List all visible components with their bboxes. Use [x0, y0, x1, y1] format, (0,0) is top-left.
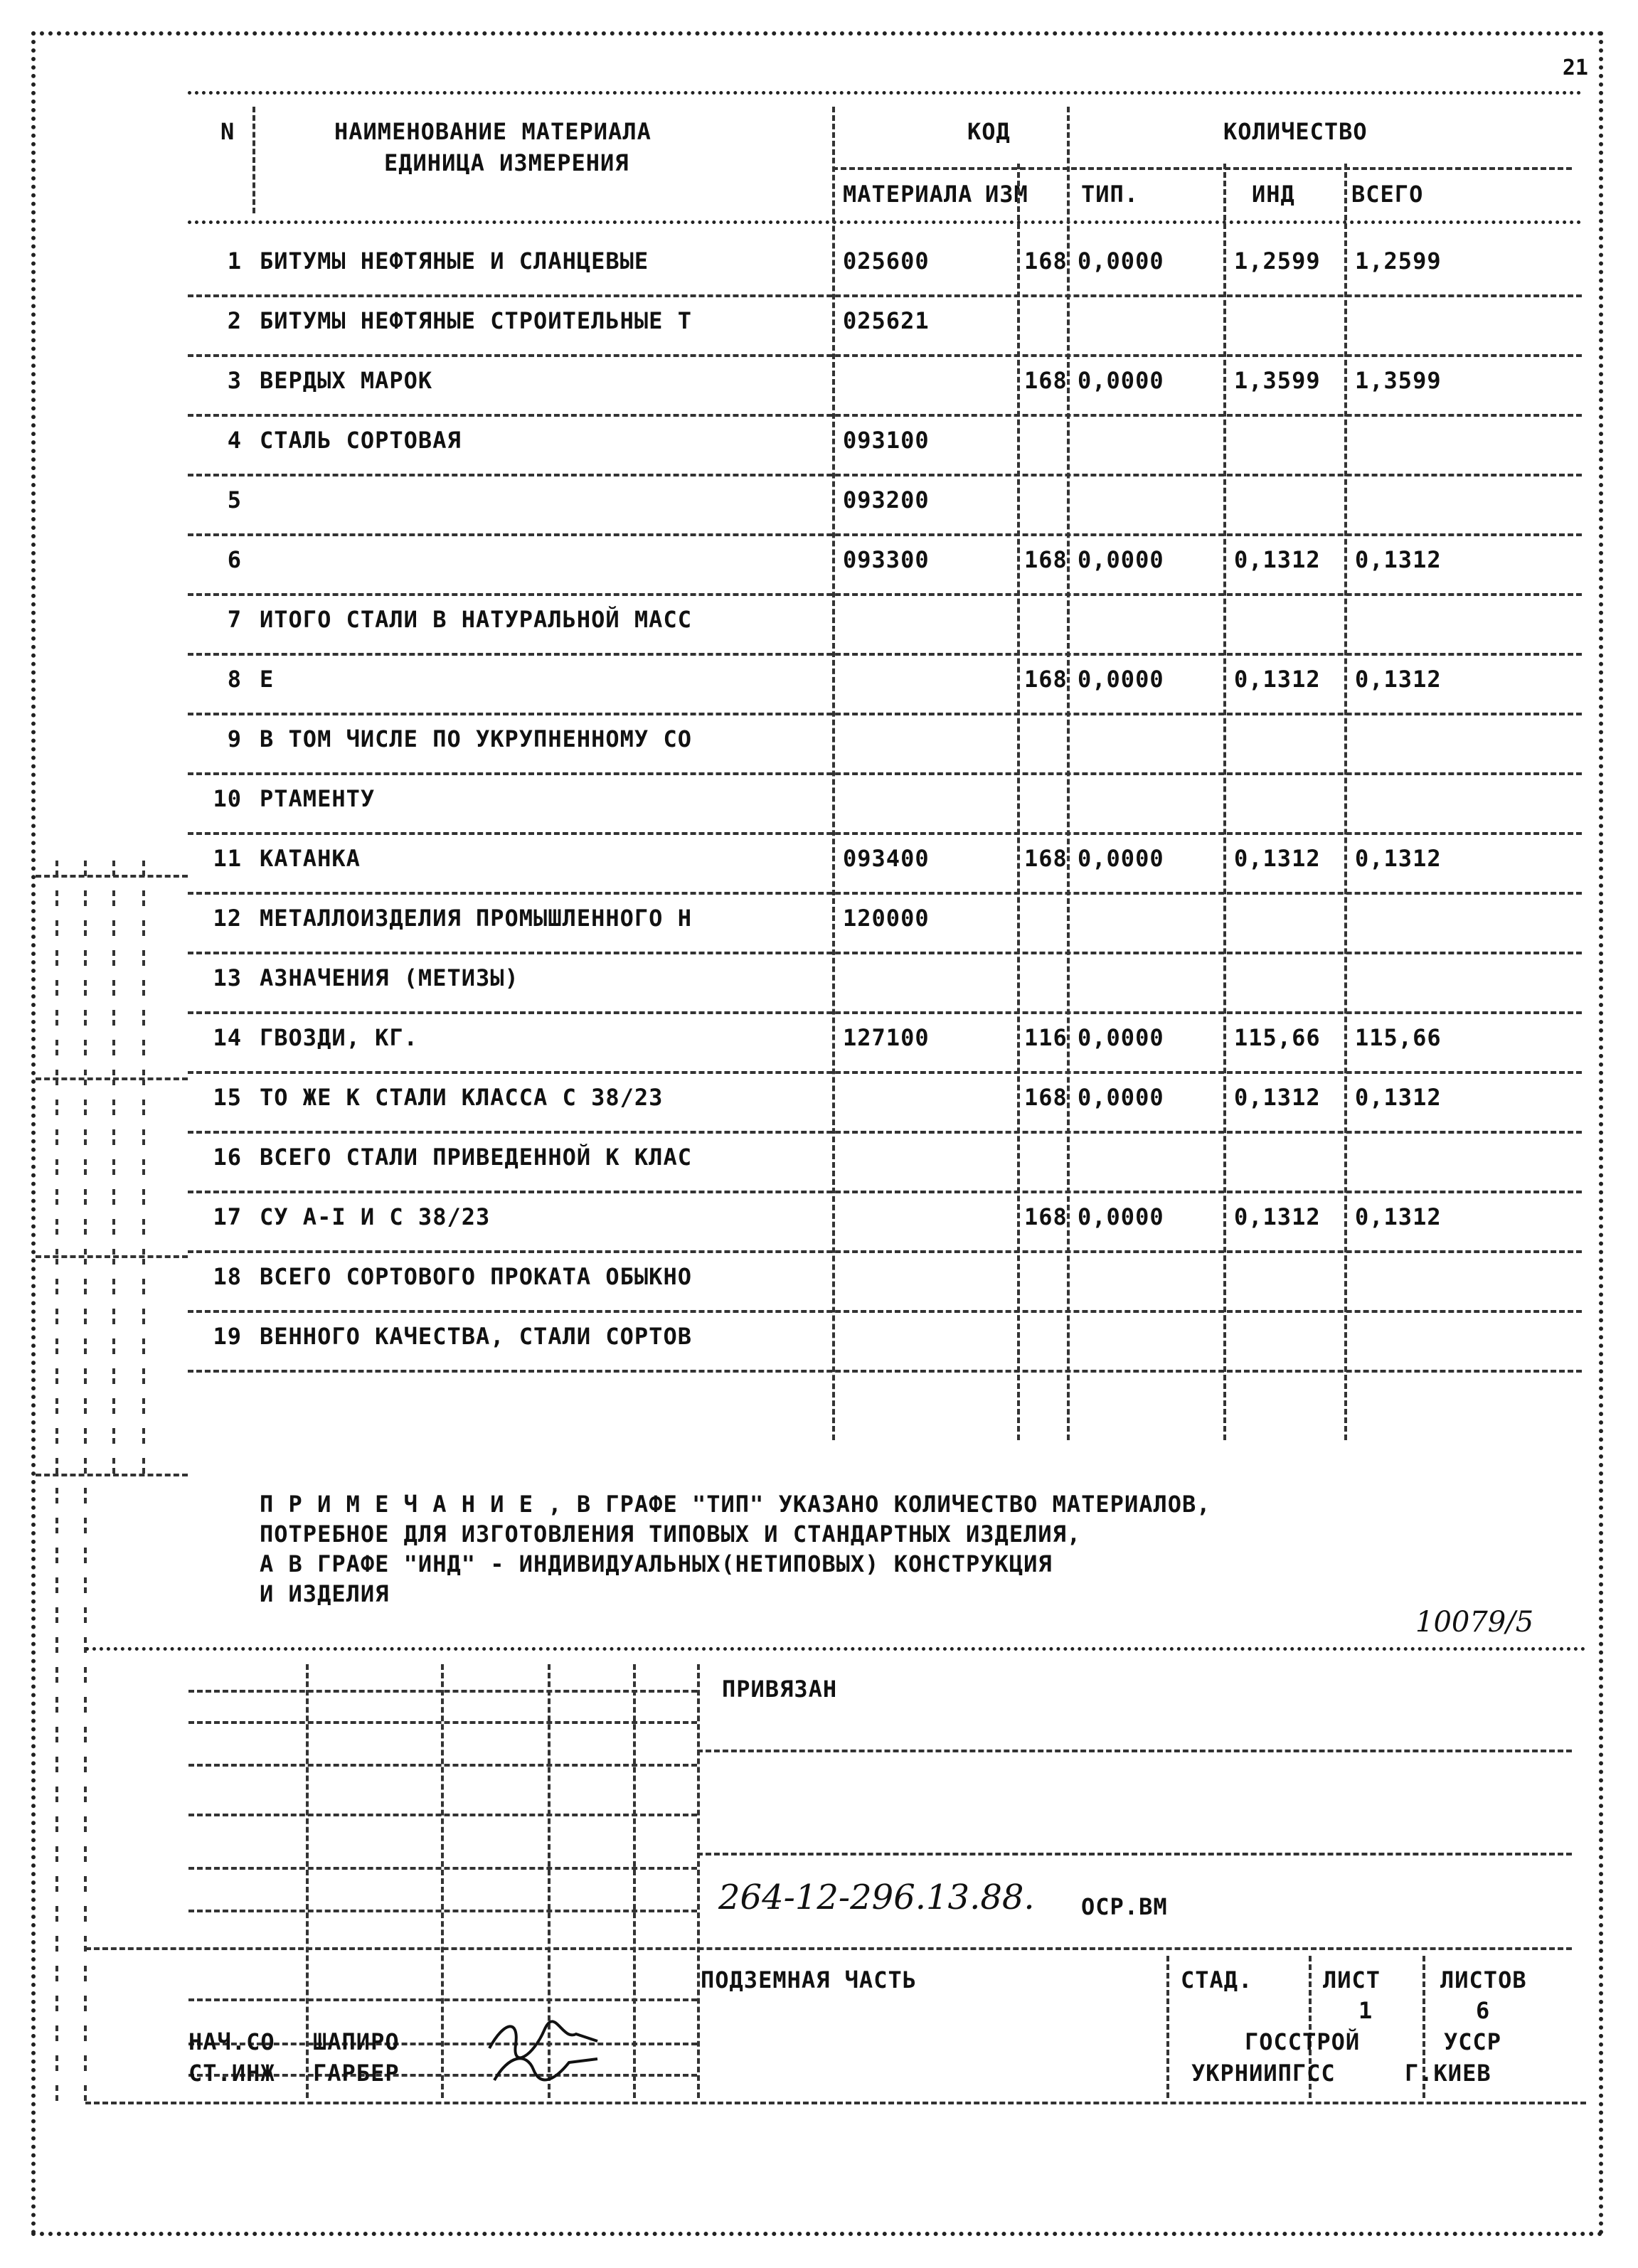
binding-divider	[36, 1077, 188, 1080]
row-name: ВСЕГО СОРТОВОГО ПРОКАТА ОБЫКНО	[260, 1263, 692, 1290]
binding-tick	[84, 1040, 87, 1055]
header-name-line1: НАИМЕНОВАНИЕ МАТЕРИАЛА	[334, 118, 652, 145]
binding-tick	[55, 920, 58, 936]
stamp-divider-2	[697, 1853, 1572, 1856]
row-code: 025600	[843, 247, 930, 275]
row-ind: 1,3599	[1234, 367, 1321, 394]
binding-tick	[112, 920, 115, 936]
binding-tick	[84, 1518, 87, 1533]
row-code: 127100	[843, 1024, 930, 1051]
binding-tick	[142, 1338, 145, 1354]
row-total: 1,3599	[1355, 367, 1442, 394]
stamp-divider-1	[697, 1750, 1572, 1752]
binding-tick	[112, 1309, 115, 1324]
binding-tick	[55, 1996, 58, 2011]
row-number: 9	[227, 725, 242, 752]
row-ind: 0,1312	[1234, 666, 1321, 693]
binding-tick	[55, 1757, 58, 1772]
binding-tick	[55, 1548, 58, 1563]
row-divider	[188, 593, 1582, 596]
row-number: 18	[213, 1263, 242, 1290]
row-name: Е	[260, 666, 275, 693]
stamp-col-line	[306, 1664, 309, 2098]
row-code: 025621	[843, 307, 930, 334]
binding-tick	[142, 1219, 145, 1235]
row-divider	[188, 1011, 1582, 1014]
binding-tick	[112, 1428, 115, 1444]
binding-tick	[84, 1129, 87, 1145]
row-name: БИТУМЫ НЕФТЯНЫЕ И СЛАНЦЕВЫЕ	[260, 247, 649, 275]
binding-tick	[55, 950, 58, 966]
binding-tick	[84, 1787, 87, 1802]
binding-tick	[55, 1577, 58, 1593]
binding-tick	[55, 1518, 58, 1533]
binding-tick	[84, 1100, 87, 1115]
binding-tick	[55, 1966, 58, 1981]
binding-tick	[84, 1010, 87, 1026]
binding-tick	[84, 861, 87, 876]
binding-tick	[84, 2055, 87, 2071]
row-typ: 0,0000	[1078, 247, 1164, 275]
row-divider	[188, 1250, 1582, 1253]
row-divider	[188, 1310, 1582, 1313]
binding-tick	[55, 890, 58, 906]
binding-tick	[142, 861, 145, 876]
header-n: N	[220, 118, 235, 145]
binding-tick	[84, 1966, 87, 1981]
binding-tick	[84, 1607, 87, 1623]
row-name: ГВОЗДИ, КГ.	[260, 1024, 418, 1051]
stamp-top-border	[85, 1647, 1586, 1651]
row-unit: 168	[1024, 845, 1068, 872]
binding-divider	[36, 875, 188, 878]
row-name: В ТОМ ЧИСЛЕ ПО УКРУПНЕННОМУ СО	[260, 725, 692, 752]
row-number: 3	[227, 367, 242, 394]
row-divider	[188, 772, 1582, 775]
binding-tick	[112, 1010, 115, 1026]
row-name: СУ А-I И С 38/23	[260, 1203, 491, 1230]
binding-tick	[112, 1159, 115, 1175]
binding-tick	[112, 950, 115, 966]
stamp-bottom-border	[85, 2102, 1586, 2104]
row-name: ТО ЖЕ К СТАЛИ КЛАССА С 38/23	[260, 1084, 664, 1111]
binding-tick	[112, 980, 115, 996]
binding-tick	[55, 1159, 58, 1175]
binding-tick	[55, 1936, 58, 1952]
binding-tick	[142, 950, 145, 966]
stamp-org2b: Г.КИЕВ	[1405, 2060, 1491, 2087]
stamp-org1: ГОССТРОЙ	[1245, 2028, 1361, 2055]
binding-tick	[55, 980, 58, 996]
row-typ: 0,0000	[1078, 546, 1164, 573]
binding-tick	[84, 1577, 87, 1593]
row-number: 14	[213, 1024, 242, 1051]
binding-tick	[55, 2025, 58, 2041]
binding-tick	[84, 1428, 87, 1444]
binding-tick	[142, 1189, 145, 1205]
stamp-listov-value: 6	[1476, 1997, 1491, 2024]
binding-tick	[55, 1488, 58, 1503]
binding-tick	[55, 1100, 58, 1115]
binding-tick	[84, 890, 87, 906]
stamp-part: ПОДЗЕМНАЯ ЧАСТЬ	[701, 1966, 917, 1993]
header-code: КОД	[967, 118, 1011, 145]
row-divider	[188, 1370, 1582, 1373]
note-line2: ПОТРЕБНОЕ ДЛЯ ИЗГОТОВЛЕНИЯ ТИПОВЫХ И СТАНДАРТНЫХ ИЗДЕЛИЯ,	[260, 1521, 1082, 1548]
signature-1	[484, 2013, 605, 2091]
binding-tick	[55, 2085, 58, 2101]
header-divider	[832, 167, 1572, 170]
stamp-doc-code: 264-12-296.13.88.	[718, 1878, 1035, 1917]
binding-tick	[84, 920, 87, 936]
row-number: 5	[227, 486, 242, 513]
row-name: КАТАНКА	[260, 845, 361, 872]
binding-tick	[112, 1279, 115, 1294]
row-unit: 116	[1024, 1024, 1068, 1051]
row-unit: 168	[1024, 367, 1068, 394]
row-total: 0,1312	[1355, 666, 1442, 693]
row-name: МЕТАЛЛОИЗДЕЛИЯ ПРОМЫШЛЕННОГО Н	[260, 905, 692, 932]
row-divider	[188, 294, 1582, 297]
row-ind: 0,1312	[1234, 546, 1321, 573]
binding-tick	[55, 2055, 58, 2071]
binding-tick	[142, 1010, 145, 1026]
row-name: ВСЕГО СТАЛИ ПРИВЕДЕННОЙ К КЛАС	[260, 1144, 692, 1171]
binding-tick	[84, 1398, 87, 1414]
binding-tick	[84, 1816, 87, 1832]
binding-divider	[36, 1255, 188, 1258]
binding-tick	[142, 1458, 145, 1474]
binding-tick	[55, 1697, 58, 1713]
row-typ: 0,0000	[1078, 1084, 1164, 1111]
row-name: СТАЛЬ СОРТОВАЯ	[260, 427, 462, 454]
binding-tick	[55, 1637, 58, 1653]
binding-tick	[84, 1906, 87, 1922]
binding-tick	[55, 1607, 58, 1623]
note-line3: А В ГРАФЕ "ИНД" - ИНДИВИДУАЛЬНЫХ(НЕТИПОВЫХ) КОНСТРУКЦИЯ	[260, 1550, 1053, 1577]
binding-tick	[112, 1398, 115, 1414]
binding-tick	[84, 1876, 87, 1892]
binding-tick	[84, 1458, 87, 1474]
binding-tick	[112, 1129, 115, 1145]
binding-tick	[55, 1338, 58, 1354]
row-number: 11	[213, 845, 242, 872]
row-divider	[188, 1131, 1582, 1134]
row-number: 13	[213, 964, 242, 991]
binding-tick	[84, 2025, 87, 2041]
row-total: 0,1312	[1355, 845, 1442, 872]
row-divider	[188, 414, 1582, 417]
binding-tick	[84, 1697, 87, 1713]
binding-tick	[84, 1368, 87, 1384]
binding-tick	[112, 1040, 115, 1055]
row-name: ВЕННОГО КАЧЕСТВА, СТАЛИ СОРТОВ	[260, 1323, 692, 1350]
handwritten-number: 10079/5	[1415, 1606, 1534, 1639]
stamp-col-line	[697, 1664, 700, 2098]
row-name: ВЕРДЫХ МАРОК	[260, 367, 433, 394]
page-number: 21	[1562, 55, 1588, 80]
binding-tick	[84, 1667, 87, 1683]
binding-tick	[142, 980, 145, 996]
binding-tick	[55, 1727, 58, 1742]
row-number: 8	[227, 666, 242, 693]
header-material: МАТЕРИАЛА	[843, 181, 973, 208]
binding-tick	[84, 1488, 87, 1503]
binding-tick	[55, 1010, 58, 1026]
binding-tick	[84, 1846, 87, 1862]
binding-tick	[142, 1428, 145, 1444]
stamp-privyazan: ПРИВЯЗАН	[722, 1676, 838, 1703]
row-ind: 115,66	[1234, 1024, 1321, 1051]
binding-tick	[142, 1279, 145, 1294]
row-divider	[188, 1071, 1582, 1074]
row-unit: 168	[1024, 1084, 1068, 1111]
binding-tick	[55, 1787, 58, 1802]
binding-tick	[112, 1219, 115, 1235]
binding-tick	[142, 920, 145, 936]
binding-tick	[112, 1338, 115, 1354]
row-number: 1	[227, 247, 242, 275]
header-quantity: КОЛИЧЕСТВО	[1223, 118, 1368, 145]
row-number: 16	[213, 1144, 242, 1171]
row-code: 093100	[843, 427, 930, 454]
binding-tick	[55, 1129, 58, 1145]
binding-tick	[55, 861, 58, 876]
row-unit: 168	[1024, 1203, 1068, 1230]
stamp-col-line	[441, 1664, 444, 2098]
row-name: АЗНАЧЕНИЯ (МЕТИЗЫ)	[260, 964, 519, 991]
binding-tick	[55, 1667, 58, 1683]
row-divider	[188, 832, 1582, 835]
binding-tick	[84, 980, 87, 996]
row-total: 0,1312	[1355, 1203, 1442, 1230]
row-typ: 0,0000	[1078, 666, 1164, 693]
binding-tick	[84, 950, 87, 966]
header-ind: ИНД	[1252, 181, 1295, 208]
binding-tick	[84, 1309, 87, 1324]
binding-tick	[84, 1548, 87, 1563]
row-name: БИТУМЫ НЕФТЯНЫЕ СТРОИТЕЛЬНЫЕ Т	[260, 307, 692, 334]
binding-tick	[112, 890, 115, 906]
binding-divider	[36, 1474, 188, 1476]
stamp-doc-suffix: ОСР.ВМ	[1081, 1893, 1168, 1920]
col-sep-n	[252, 107, 255, 213]
binding-tick	[84, 1996, 87, 2011]
row-unit: 168	[1024, 247, 1068, 275]
row-divider	[188, 474, 1582, 477]
binding-tick	[55, 1040, 58, 1055]
note-line4: И ИЗДЕЛИЯ	[260, 1580, 390, 1607]
row-unit: 168	[1024, 546, 1068, 573]
row-ind: 0,1312	[1234, 1084, 1321, 1111]
row-ind: 0,1312	[1234, 1203, 1321, 1230]
binding-tick	[142, 1368, 145, 1384]
row-number: 6	[227, 546, 242, 573]
stamp-col-line	[1166, 1956, 1169, 2098]
stamp-list-value: 1	[1358, 1997, 1373, 2024]
binding-tick	[84, 1757, 87, 1772]
row-divider	[188, 354, 1582, 357]
stamp-stad: СТАД.	[1181, 1966, 1253, 1993]
binding-tick	[84, 1338, 87, 1354]
row-number: 17	[213, 1203, 242, 1230]
binding-tick	[55, 1876, 58, 1892]
binding-tick	[142, 1129, 145, 1145]
binding-tick	[55, 1368, 58, 1384]
row-divider	[188, 952, 1582, 954]
row-divider	[188, 533, 1582, 536]
binding-tick	[55, 1428, 58, 1444]
binding-tick	[142, 1040, 145, 1055]
row-code: 120000	[843, 905, 930, 932]
header-total: ВСЕГО	[1351, 181, 1424, 208]
row-number: 7	[227, 606, 242, 633]
binding-tick	[112, 861, 115, 876]
binding-tick	[142, 1159, 145, 1175]
row-divider	[188, 653, 1582, 656]
binding-tick	[55, 1219, 58, 1235]
row-code: 093400	[843, 845, 930, 872]
binding-tick	[84, 1219, 87, 1235]
stamp-org2: УКРНИИПГСС	[1191, 2060, 1336, 2087]
row-code: 093200	[843, 486, 930, 513]
row-code: 093300	[843, 546, 930, 573]
row-name: ИТОГО СТАЛИ В НАТУРАЛЬНОЙ МАСС	[260, 606, 692, 633]
binding-tick	[55, 1398, 58, 1414]
stamp-divider-3	[85, 1947, 1572, 1950]
binding-tick	[112, 1368, 115, 1384]
binding-tick	[55, 1189, 58, 1205]
row-ind: 1,2599	[1234, 247, 1321, 275]
stamp-col-line	[633, 1664, 636, 2098]
binding-tick	[142, 890, 145, 906]
binding-tick	[112, 1100, 115, 1115]
row-divider	[188, 892, 1582, 895]
stamp-listov: ЛИСТОВ	[1440, 1966, 1527, 1993]
row-total: 115,66	[1355, 1024, 1442, 1051]
stamp-role1: НАЧ.СО	[188, 2028, 275, 2055]
binding-tick	[142, 1398, 145, 1414]
binding-tick	[55, 1458, 58, 1474]
header-unit: ИЗМ	[985, 181, 1028, 208]
binding-tick	[84, 1279, 87, 1294]
binding-tick	[84, 2085, 87, 2101]
stamp-role2: СТ.ИНЖ	[188, 2060, 275, 2087]
row-number: 4	[227, 427, 242, 454]
row-total: 1,2599	[1355, 247, 1442, 275]
row-number: 10	[213, 785, 242, 812]
stamp-name1: ШАПИРО	[313, 2028, 400, 2055]
binding-tick	[84, 1159, 87, 1175]
binding-tick	[55, 1816, 58, 1832]
row-number: 2	[227, 307, 242, 334]
binding-tick	[55, 1309, 58, 1324]
row-divider	[188, 713, 1582, 715]
row-number: 12	[213, 905, 242, 932]
row-typ: 0,0000	[1078, 1024, 1164, 1051]
binding-tick	[55, 1906, 58, 1922]
row-typ: 0,0000	[1078, 1203, 1164, 1230]
row-unit: 168	[1024, 666, 1068, 693]
row-ind: 0,1312	[1234, 845, 1321, 872]
row-divider	[188, 1191, 1582, 1193]
binding-tick	[55, 1279, 58, 1294]
note-line1: П Р И М Е Ч А Н И Е , В ГРАФЕ "ТИП" УКАЗАНО КОЛИЧЕСТВО МАТЕРИАЛОВ,	[260, 1491, 1211, 1518]
binding-tick	[84, 1189, 87, 1205]
header-typ: ТИП.	[1081, 181, 1139, 208]
binding-tick	[112, 1458, 115, 1474]
binding-tick	[55, 1846, 58, 1862]
binding-tick	[142, 1309, 145, 1324]
binding-tick	[112, 1189, 115, 1205]
row-total: 0,1312	[1355, 546, 1442, 573]
binding-tick	[142, 1100, 145, 1115]
stamp-list: ЛИСТ	[1323, 1966, 1381, 1993]
row-total: 0,1312	[1355, 1084, 1442, 1111]
stamp-org1b: УССР	[1444, 2028, 1502, 2055]
binding-tick	[84, 1727, 87, 1742]
row-typ: 0,0000	[1078, 367, 1164, 394]
header-bottom-border	[188, 220, 1582, 224]
row-number: 15	[213, 1084, 242, 1111]
header-name-line2: ЕДИНИЦА ИЗМЕРЕНИЯ	[384, 149, 629, 176]
row-name: РТАМЕНТУ	[260, 785, 376, 812]
row-typ: 0,0000	[1078, 845, 1164, 872]
row-number: 19	[213, 1323, 242, 1350]
stamp-name2: ГАРБЕР	[313, 2060, 400, 2087]
